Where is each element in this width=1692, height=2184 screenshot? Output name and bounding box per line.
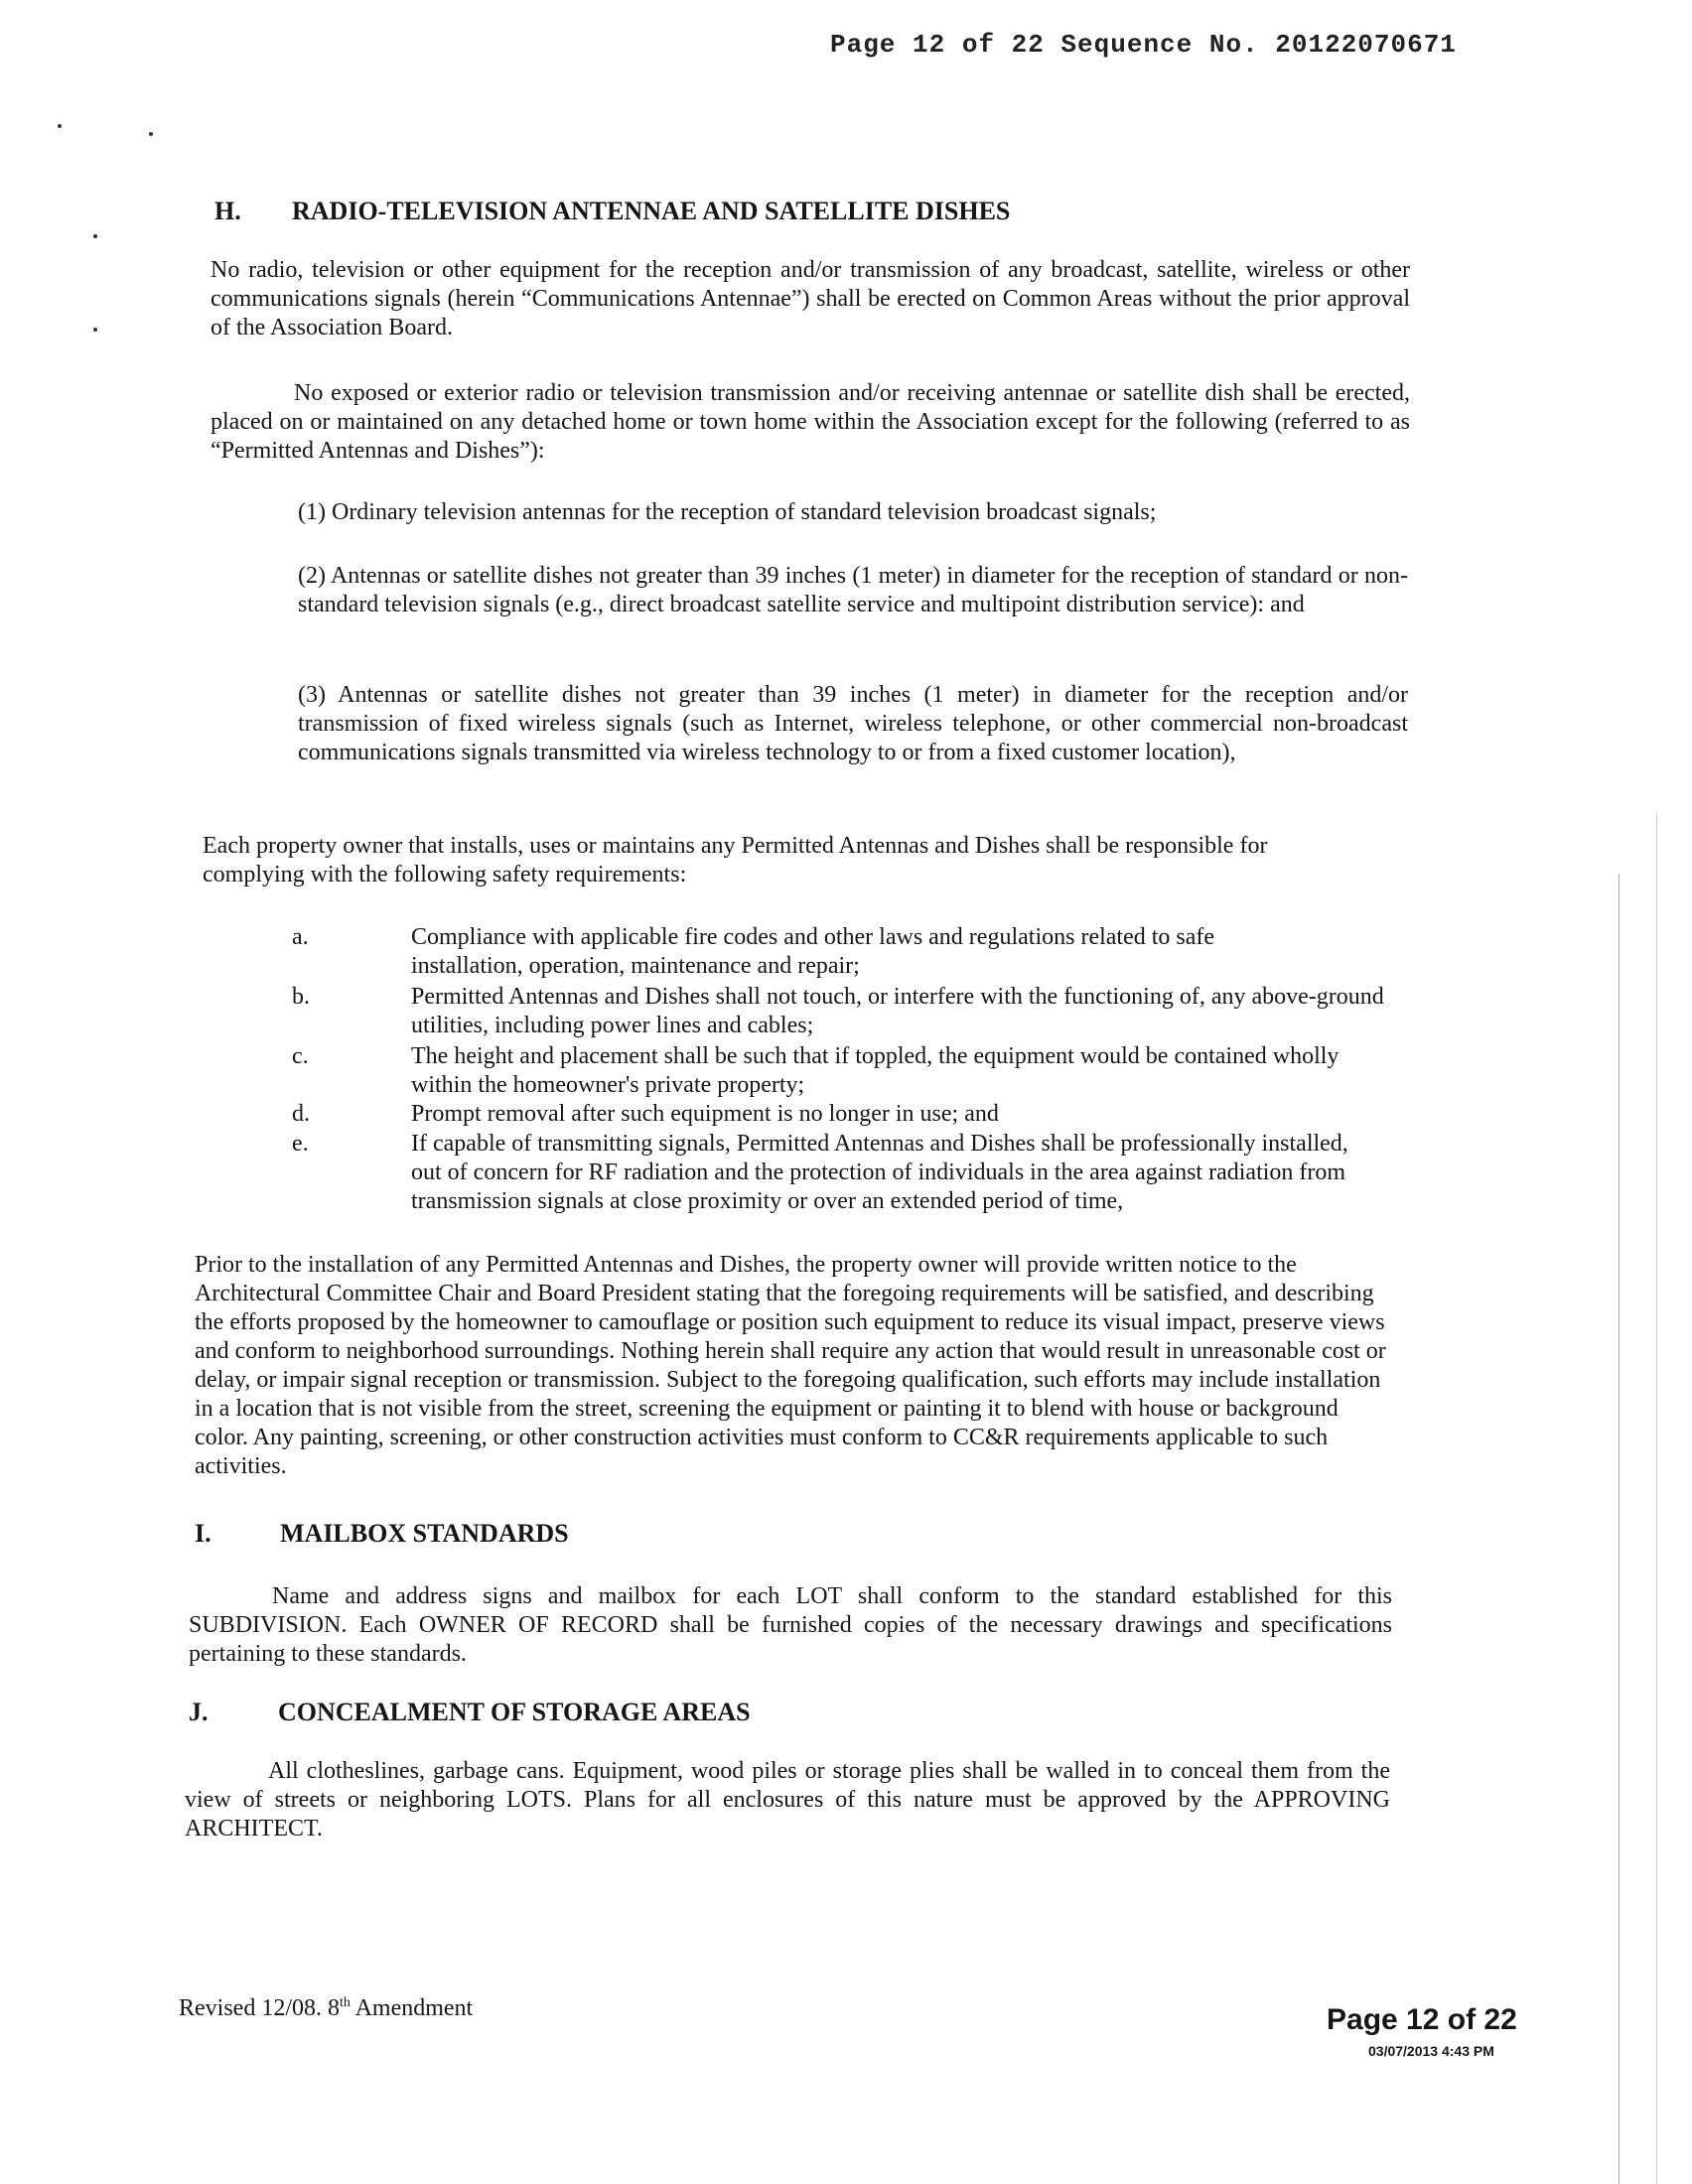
- list-item: (2) Antennas or satellite dishes not greater than 39 inches (1 meter) in diameter for the reception of standard or non-standard television signals (e.g., direct broadcast satellite service and multipoint distribution service): and: [298, 563, 1408, 617]
- section-letter: H.: [214, 197, 241, 225]
- list-item: (3) Antennas or satellite dishes not greater than 39 inches (1 meter) in diameter for the reception and/or transmission of fixed wireless signals (such as Internet, wireless telephone, or other commercial non-broadcast communications signals transmitted via wireless technology to or from a fixed customer location),: [298, 682, 1408, 765]
- list-text: Permitted Antennas and Dishes shall not touch, or interfere with the functioning of, any above-ground utilities, including power lines and cables;: [411, 984, 1384, 1038]
- list-item: (1) Ordinary television antennas for the reception of standard television broadcast signals;: [298, 499, 1157, 525]
- revision-tail: Amendment: [350, 1995, 474, 2021]
- revision-superscript: th: [340, 1995, 351, 2010]
- paragraph: Each property owner that installs, uses or maintains any Permitted Antennas and Dishes shall be responsible for complying with the following safety requirements:: [203, 833, 1268, 887]
- scan-speck: [93, 328, 97, 332]
- list-text: Compliance with applicable fire codes and other laws and regulations related to safe installation, operation, maintenance and repair;: [411, 924, 1215, 979]
- header-sequence: Page 12 of 22 Sequence No. 20122070671: [830, 30, 1457, 60]
- list-marker: c.: [292, 1043, 309, 1069]
- paragraph: Name and address signs and mailbox for each LOT shall conform to the standard established for this SUBDIVISION. Each OWNER OF RECORD shall be furnished copies of the necessary drawings and specifications pertaining to these standards.: [189, 1583, 1392, 1667]
- footer-page-number: Page 12 of 22: [1327, 2003, 1517, 2036]
- paragraph: No radio, television or other equipment for the reception and/or transmission of any broadcast, satellite, wireless or other communications signals (herein “Communications Antennae”) shall be erected on Common Areas without the prior approval of the Association Board.: [211, 257, 1410, 341]
- list-text: The height and placement shall be such that if toppled, the equipment would be contained wholly within the homeowner's private property;: [411, 1043, 1340, 1098]
- scan-speck: [93, 234, 97, 238]
- list-marker: a.: [292, 924, 309, 950]
- list-marker: b.: [292, 984, 310, 1010]
- paragraph: Prior to the installation of any Permitted Antennas and Dishes, the property owner will provide written notice to the Architectural Committee Chair and Board President stating that the foregoing requirements will be satisfied, and describing the efforts proposed by the homeowner to camouflage or position such equipment to reduce its visual impact, preserve views and conform to neighborhood surroundings. Nothing herein shall require any action that would result in unreasonable cost or delay, or impair signal reception or transmission. Subject to the foregoing qualification, such efforts may include installation in a location that is not visible from the street, screening the equipment or painting it to blend with house or background color. Any painting, screening, or other construction activities must conform to CC&R requirements applicable to such activities.: [195, 1252, 1386, 1479]
- section-title: CONCEALMENT OF STORAGE AREAS: [278, 1698, 751, 1726]
- section-title: MAILBOX STANDARDS: [280, 1519, 569, 1548]
- list-text: Prompt removal after such equipment is no longer in use; and: [411, 1101, 999, 1127]
- list-marker: d.: [292, 1101, 310, 1127]
- footer-timestamp: 03/07/2013 4:43 PM: [1368, 2043, 1494, 2059]
- section-title: RADIO-TELEVISION ANTENNAE AND SATELLITE DISHES: [292, 197, 1011, 225]
- section-letter: J.: [189, 1698, 209, 1726]
- scan-edge-line: [1619, 874, 1620, 2184]
- scan-edge-line: [1656, 814, 1657, 2184]
- paragraph: No exposed or exterior radio or television transmission and/or receiving antennae or satellite dish shall be erected, placed on or maintained on any detached home or town home within the Association except for the following (referred to as “Permitted Antennas and Dishes”):: [211, 380, 1410, 464]
- list-text: If capable of transmitting signals, Permitted Antennas and Dishes shall be professionally installed, out of concern for RF radiation and the protection of individuals in the area against radiation from transmission signals at close proximity or over an extended period of time,: [411, 1131, 1348, 1214]
- scan-speck: [58, 124, 62, 128]
- scan-speck: [149, 132, 153, 136]
- list-marker: e.: [292, 1131, 309, 1157]
- paragraph: All clotheslines, garbage cans. Equipment, wood piles or storage plies shall be walled in to conceal them from the view of streets or neighboring LOTS. Plans for all enclosures of this nature must be approved by the APPROVING ARCHITECT.: [185, 1758, 1390, 1842]
- footer-revision: [179, 1995, 473, 2022]
- section-letter: I.: [195, 1519, 212, 1548]
- revision-text: Revised 12/08. 8: [179, 1995, 340, 2021]
